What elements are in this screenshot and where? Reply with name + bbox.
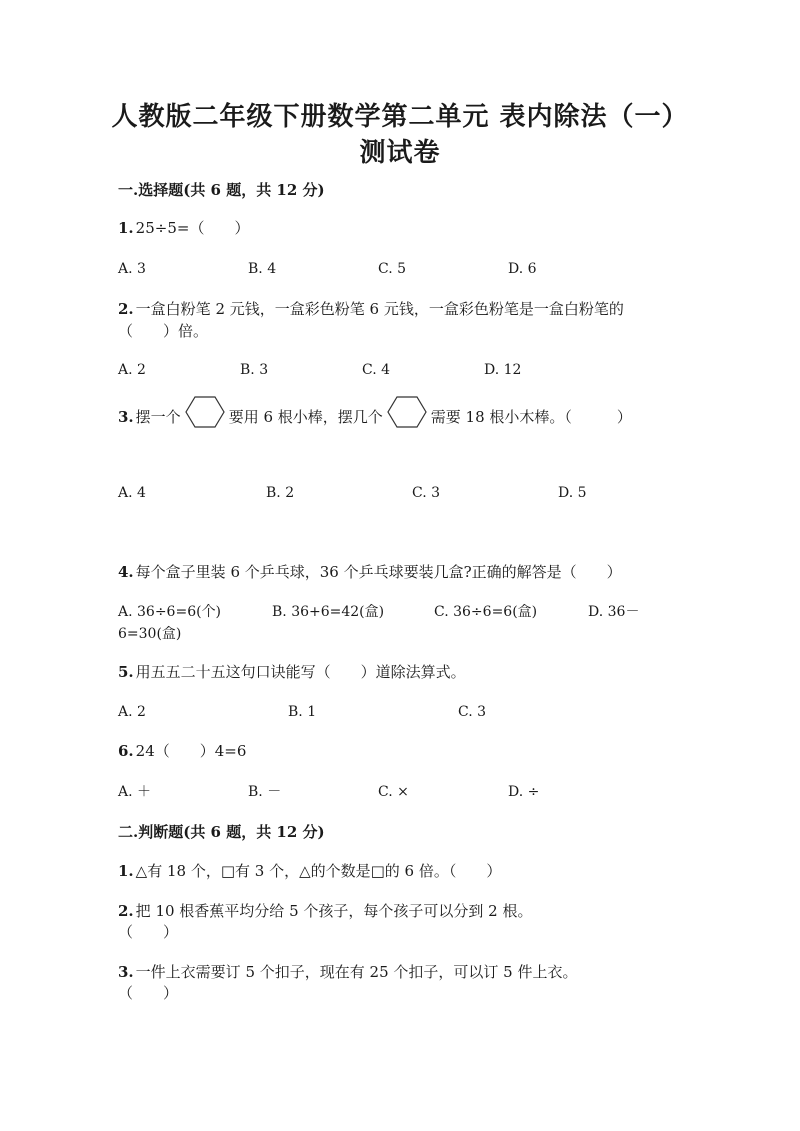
option-a: A. 36÷6=6(个): [118, 604, 222, 620]
page-title-line2: 测试卷: [359, 138, 441, 168]
option-b: B. 3: [240, 362, 269, 378]
question-text: 一件上衣需要订 5 个扣子，现在有 25 个扣子，可以订 5 件上衣。: [135, 963, 578, 981]
judgement-question-3-continuation: （ ）: [118, 984, 179, 1002]
judgement-question-1: [118, 861, 501, 881]
hexagon-icon: [185, 395, 225, 441]
question-text: 24（ ）4=6: [135, 742, 247, 760]
judgement-question-2-continuation: （ ）: [118, 923, 179, 941]
question-text-part1: 摆一个: [135, 408, 181, 426]
question-5: [118, 662, 466, 682]
question-3: [118, 395, 632, 441]
option-b: B. 1: [288, 704, 317, 720]
option-b: B. 2: [266, 485, 295, 501]
option-c: C. 4: [362, 362, 391, 378]
question-number: 5.: [118, 663, 134, 681]
question-1: [118, 218, 249, 238]
question-number: 1.: [118, 219, 134, 237]
question-text: 每个盒子里装 6 个乒乓球，36 个乒乓球要装几盒?正确的解答是（ ）: [135, 563, 622, 581]
option-a: A. 2: [118, 704, 146, 720]
question-number: 4.: [118, 563, 134, 581]
question-6: [118, 741, 246, 761]
option-c: C. ×: [378, 784, 409, 800]
option-a: A. 2: [118, 362, 146, 378]
option-d: D. 6: [508, 261, 537, 277]
judgement-question-2: [118, 901, 532, 921]
option-b: B. 4: [248, 261, 277, 277]
question-text: 一盒白粉笔 2 元钱，一盒彩色粉笔 6 元钱，一盒彩色粉笔是一盒白粉笔的: [135, 300, 624, 318]
question-2: [118, 299, 624, 319]
option-a: A. 3: [118, 261, 146, 277]
page-title-line1: 人教版二年级下册数学第二单元 表内除法（一）: [111, 102, 689, 132]
option-d: D. ÷: [508, 784, 540, 800]
hexagon-icon: [387, 395, 427, 441]
question-2-continuation: （ ）倍。: [118, 322, 209, 340]
option-b: B. －: [248, 784, 282, 800]
question-number: 6.: [118, 742, 134, 760]
question-number: 2.: [118, 902, 134, 920]
question-text: 25÷5=（ ）: [135, 219, 250, 237]
option-d: D. 36－: [588, 604, 640, 620]
option-d: D. 5: [558, 485, 587, 501]
question-text-part2: 要用 6 根小棒，摆几个: [228, 408, 383, 426]
question-text: 用五五二十五这句口诀能写（ ）道除法算式。: [135, 663, 466, 681]
option-a: A. 4: [118, 485, 146, 501]
judgement-question-3: [118, 962, 577, 982]
question-number: 3.: [118, 963, 134, 981]
section-heading-judgement: 二.判断题(共 6 题，共 12 分): [118, 823, 325, 841]
question-text-part3: 需要 18 根小木棒。（ ）: [430, 408, 632, 426]
option-a: A. ＋: [118, 784, 152, 800]
option-c: C. 3: [458, 704, 487, 720]
option-b: B. 36+6=42(盒): [272, 604, 385, 620]
question-4: [118, 562, 622, 582]
question-number: 1.: [118, 862, 134, 880]
question-number: 2.: [118, 300, 134, 318]
option-c: C. 3: [412, 485, 441, 501]
option-c: C. 5: [378, 261, 407, 277]
question-text: 把 10 根香蕉平均分给 5 个孩子，每个孩子可以分到 2 根。: [135, 902, 533, 920]
option-c: C. 36÷6=6(盒): [434, 604, 538, 620]
option-d: D. 12: [484, 362, 522, 378]
question-number: 3.: [118, 408, 134, 426]
question-text: △有 18 个，□有 3 个，△的个数是□的 6 倍。（ ）: [135, 862, 502, 880]
option-d-continuation: 6=30(盒): [118, 626, 182, 642]
section-heading-choice: 一.选择题(共 6 题，共 12 分): [118, 181, 325, 199]
